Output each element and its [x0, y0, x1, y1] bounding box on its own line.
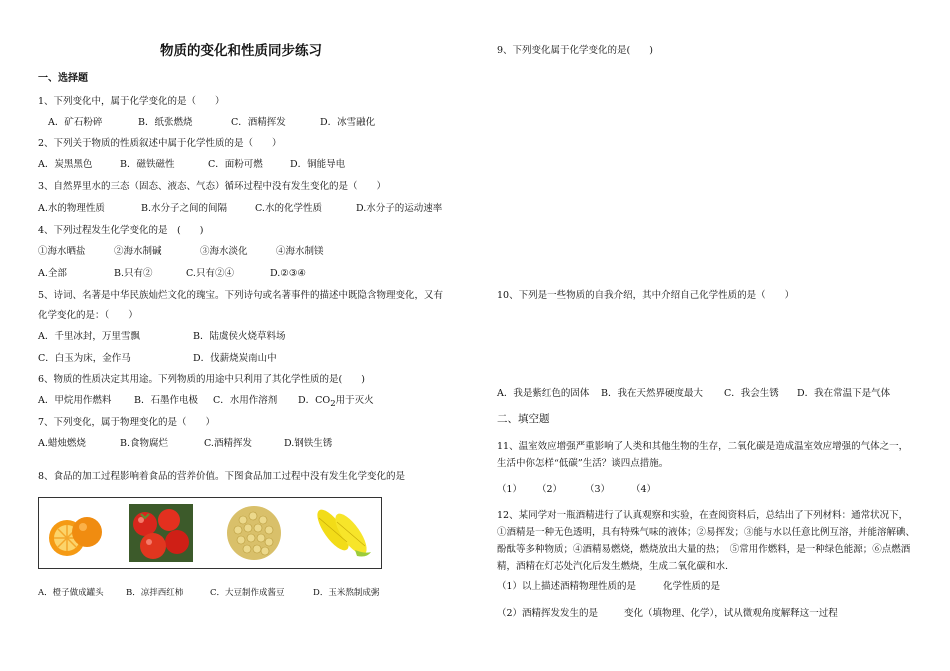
- option-b: B．陆虞侯火烧草料场: [193, 331, 286, 342]
- option-a: A.水的物理性质: [38, 203, 105, 214]
- option-c: C.水的化学性质: [255, 203, 322, 214]
- option-c: C.只有②④: [186, 268, 234, 279]
- question-5-options-row2: [38, 353, 398, 365]
- option-d-suffix: 用于灭火: [335, 395, 374, 406]
- question-3-stem: 3、自然界里水的三态（固态、液态、气态）循环过程中没有发生变化的是（ ）: [38, 181, 387, 192]
- item-2: ②海水制碱: [114, 246, 162, 257]
- question-10-options: [497, 388, 917, 400]
- option-c: C．面粉可燃: [208, 159, 263, 170]
- option-a: A.全部: [38, 268, 67, 279]
- subscript-2: 2: [330, 398, 336, 409]
- question-5-stem-line1: 5、诗词、名著是中华民族灿烂文化的瑰宝。下列诗句或名著事件的描述中既隐含物理变化，又有: [38, 290, 444, 301]
- option-c: C．白玉为床，金作马: [38, 353, 131, 364]
- option-d: D.钢铁生锈: [284, 438, 333, 449]
- question-11-stem: 11、温室效应增强严重影响了人类和其他生物的生存，二氧化碳是造成温室效应增强的气体之一，生活中你怎样“低碳”生活？谈四点措施。: [497, 441, 909, 469]
- option-d: D.②③④: [270, 268, 306, 279]
- question-3-options: [38, 203, 458, 215]
- sub1-physical-label: （1）以上描述酒精物理性质的是: [497, 581, 637, 592]
- question-12-sub1: [497, 581, 917, 593]
- option-a: A．炭黑黑色: [38, 159, 93, 170]
- question-4-items: [38, 246, 398, 258]
- question-2-stem: 2、下列关于物质的性质叙述中属于化学性质的是（ ）: [38, 138, 282, 149]
- tomato-image: [129, 504, 193, 562]
- question-7-stem: 7、下列变化，属于物理变化的是（ ）: [38, 417, 216, 428]
- section-heading-fill: 二、填空题: [497, 413, 550, 425]
- option-d-prefix: D．CO: [298, 395, 331, 406]
- blank-4: （4）: [631, 484, 657, 495]
- blank-3: （3）: [585, 484, 611, 495]
- item-3: ③海水淡化: [200, 246, 248, 257]
- option-c: C.酒精挥发: [204, 438, 252, 449]
- option-a: A.蜡烛燃烧: [38, 438, 86, 449]
- question-6-stem: 6、物质的性质决定其用途。下列物质的用途中只利用了其化学性质的是( ): [38, 374, 365, 385]
- option-a: A．我是紫红色的固体: [497, 388, 590, 399]
- option-d: D.水分子的运动速率: [356, 203, 443, 214]
- question-7-options: [38, 438, 398, 450]
- question-8-stem: 8、食品的加工过程影响着食品的营养价值。下图食品加工过程中没有发生化学变化的是: [38, 471, 406, 482]
- option-b: B．磁铁磁性: [120, 159, 175, 170]
- question-4-stem: 4、下列过程发生化学变化的是 ( ): [38, 225, 204, 236]
- item-4: ④海水制镁: [276, 246, 324, 257]
- page-title: 物质的变化和性质同步练习: [160, 43, 322, 59]
- question-1-stem: 1、下列变化中，属于化学变化的是（ ）: [38, 96, 225, 107]
- question-2-options: [38, 159, 398, 171]
- option-c: C．大豆制作成酱豆: [210, 588, 285, 598]
- option-a: A．橙子做成罐头: [38, 588, 104, 598]
- option-a: A．千里冰封，万里雪飘: [38, 331, 140, 342]
- option-b: B．我在天然界硬度最大: [601, 388, 703, 399]
- soybean-image: [223, 504, 285, 562]
- food-images-strip: [38, 497, 382, 569]
- option-a: A．甲烷用作燃料: [38, 395, 112, 406]
- question-11-blanks: [497, 484, 797, 496]
- option-c: C．水用作溶剂: [213, 395, 278, 406]
- question-1-options: [48, 117, 408, 129]
- blank-1: （1）: [497, 484, 523, 495]
- option-d: D．玉米熬制成粥: [313, 588, 380, 598]
- question-5-options-row1: [38, 331, 398, 343]
- option-d: D．冰雪融化: [320, 117, 376, 128]
- option-c: C．酒精挥发: [231, 117, 286, 128]
- option-d: D．我在常温下是气体: [797, 388, 891, 399]
- question-12-sub2: [497, 608, 917, 620]
- sub1-chemical-label: 化学性质的是: [663, 581, 721, 592]
- question-4-options: [38, 268, 398, 280]
- corn-image: [309, 504, 375, 562]
- question-5-stem-line2: 化学变化的是：（ ）: [38, 310, 138, 321]
- question-6-options: [38, 395, 418, 409]
- option-b: B．石墨作电极: [134, 395, 198, 406]
- option-b: B.只有②: [114, 268, 153, 279]
- blank-2: （2）: [537, 484, 563, 495]
- option-b: B.水分子之间的间隔: [141, 203, 228, 214]
- question-9-stem: 9、下列变化属于化学变化的是( ): [497, 45, 653, 56]
- question-12-stem: 12、某同学对一瓶酒精进行了认真观察和实验，在查阅资料后，总结出了下列材料：通常状况下，①酒精是一种无色透明，具有特殊气味的液体；②易挥发；③能与水以任意比例互溶，并能溶解碘、酚酞等多种物质；④酒精易燃烧，燃烧放出大量的热； ⑤常用作燃料，是一种绿色能源；⑥点燃酒精，酒精在灯芯处汽化后发生燃烧，生成二氧化碳和水.: [497, 510, 916, 572]
- option-b: B．凉拌西红柿: [126, 588, 184, 598]
- option-d: D．伐薪烧炭南山中: [193, 353, 277, 364]
- option-b: B.食物腐烂: [120, 438, 169, 449]
- item-1: ①海水晒盐: [38, 246, 86, 257]
- question-10-stem: 10、下列是一些物质的自我介绍，其中介绍自己化学性质的是（ ）: [497, 290, 795, 301]
- question-8-options: [38, 587, 418, 599]
- orange-image: [47, 504, 103, 562]
- option-c: C．我会生锈: [724, 388, 779, 399]
- option-a: A．矿石粉碎: [48, 117, 103, 128]
- option-b: B．纸张燃烧: [138, 117, 193, 128]
- sub2-change-label: （2）酒精挥发发生的是: [497, 608, 599, 619]
- option-d: [298, 395, 374, 410]
- section-heading-choice: 一、选择题: [38, 73, 88, 84]
- option-d: D．铜能导电: [290, 159, 346, 170]
- sub2-explain-label: 变化（填物理、化学），试从微观角度解释这一过程: [624, 608, 838, 619]
